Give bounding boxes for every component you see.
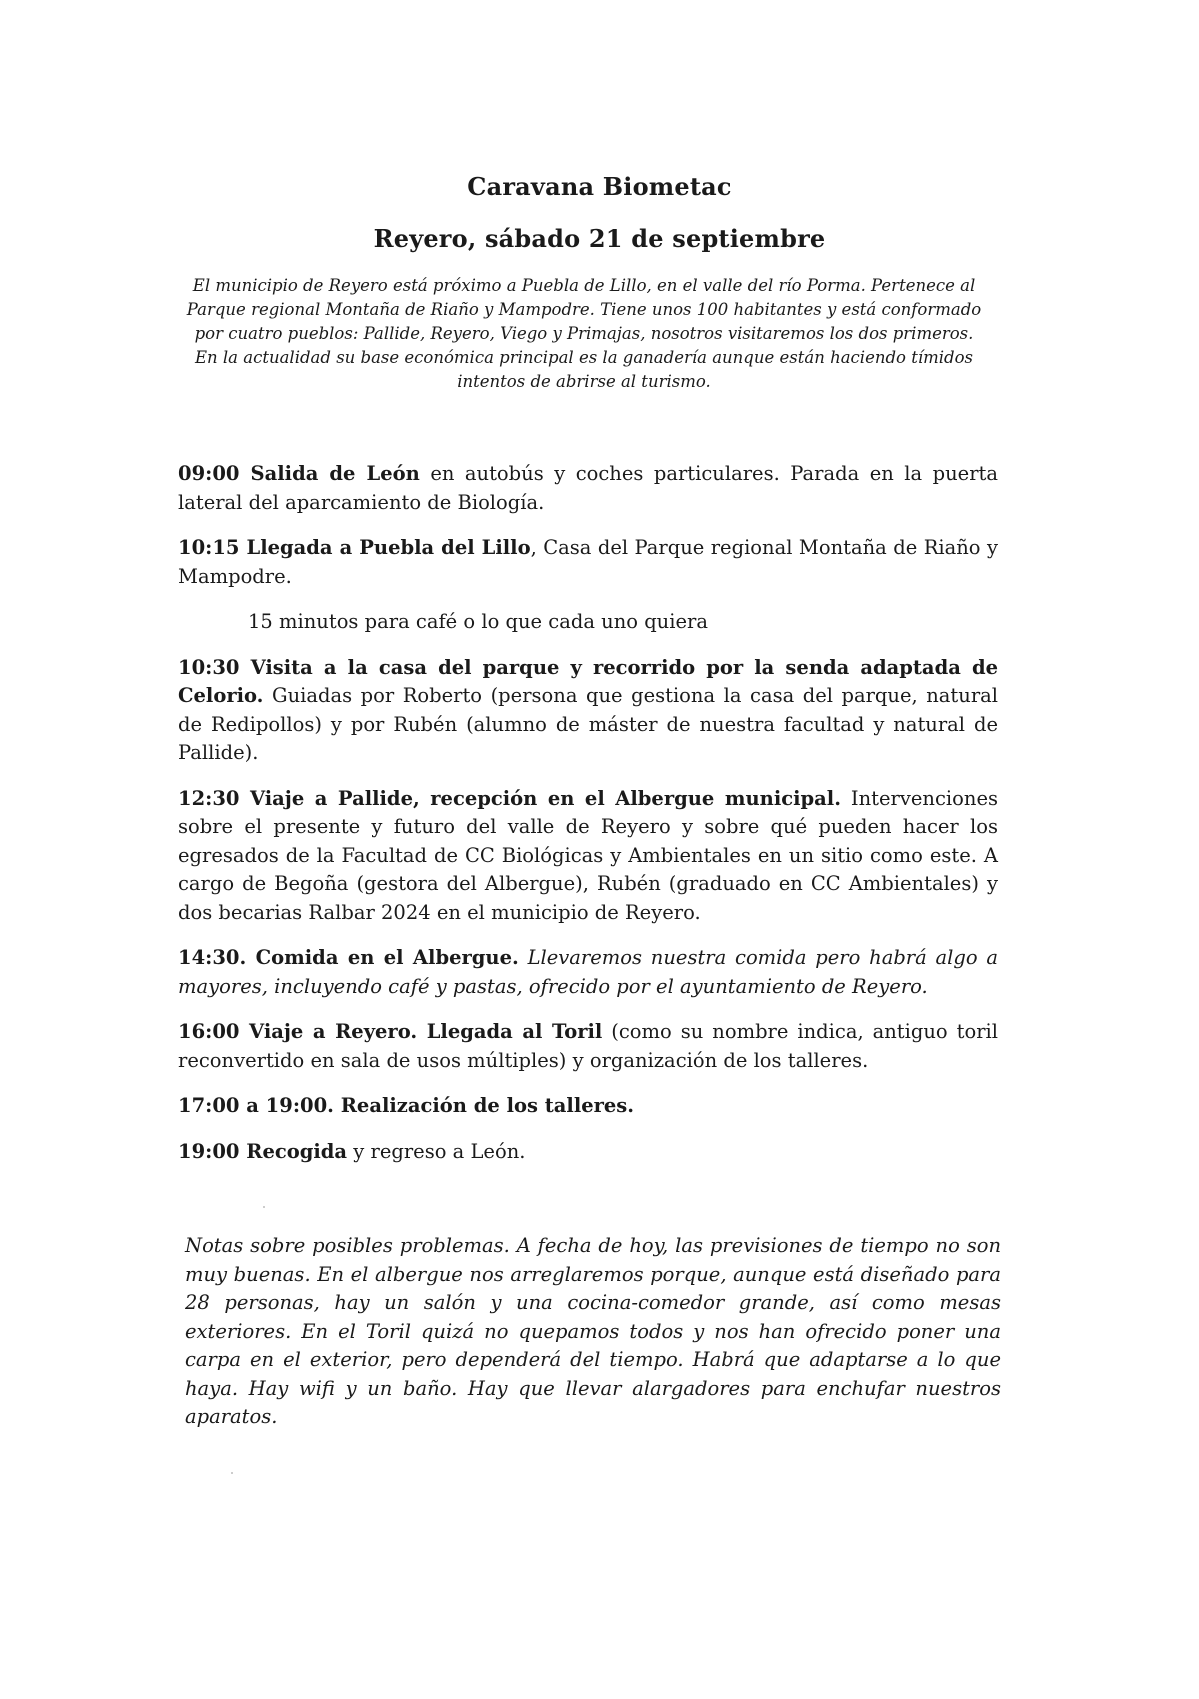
schedule-item-heading: 12:30 Viaje a Pallide, recepción en el Albergue municipal. [178, 786, 841, 810]
scan-speck [263, 1206, 265, 1208]
schedule-note: 15 minutos para café o lo que cada uno quiera [248, 610, 708, 633]
schedule-item [178, 534, 998, 591]
schedule-item [178, 460, 998, 517]
schedule-item-text: (como su nombre indica, antiguo toril reconvertido en sala de usos múltiples) y organización de los talleres. [178, 1020, 998, 1072]
schedule-item-heading: 16:00 Viaje a Reyero. Llegada al Toril [178, 1020, 603, 1043]
schedule-item-heading: 19:00 Recogida [178, 1139, 348, 1163]
document-title: Caravana Biometac [467, 172, 732, 201]
schedule-item-heading: 14:30. Comida en el Albergue. [178, 946, 519, 969]
schedule-item [178, 1018, 998, 1075]
notes-paragraph: Notas sobre posibles problemas. A fecha de hoy, las previsiones de tiempo no son muy buenas. En el albergue nos arreglaremos porque, aunque está diseñado para 28 personas, hay un salón y una cocina-comedor grande, así como mesas exteriores. En el Toril quizá no quepamos todos y nos han ofrecido poner una carpa en el exterior, pero dependerá del tiempo. Habrá que adaptarse a lo que haya. Hay wifi y un baño. Hay que llevar alargadores para enchufar nuestros aparatos. [185, 1234, 1001, 1428]
schedule-list [178, 460, 998, 1183]
schedule-item [178, 1138, 998, 1167]
intro-paragraph: El municipio de Reyero está próximo a Puebla de Lillo, en el valle del río Porma. Pertenece al Parque regional Montaña de Riaño y Mampodre. Tiene unos 100 habitantes y está conformado por cuatro pueblos: Pallide, Reyero, Viego y Primajas, nosotros visitaremos los dos primeros. En la actualidad su base económica principal es la ganadería aunque están haciendo tímidos intentos de abrirse al turismo. [186, 276, 982, 391]
document-subtitle: Reyero, sábado 21 de septiembre [373, 224, 826, 253]
schedule-item [178, 785, 998, 928]
schedule-item-heading: 10:15 Llegada a Puebla del Lillo [178, 536, 531, 559]
schedule-item-heading: 10:30 Visita a la casa del parque y recorrido por la senda adaptada de Celorio. [178, 655, 998, 707]
schedule-item-text: Intervenciones sobre el presente y futuro del valle de Reyero y sobre qué pueden hacer los egresados de la Facultad de CC Biológicas y Ambientales en un sitio como este. A cargo de Begoña (gestora del Albergue), Rubén (graduado en CC Ambientales) y dos becarias Ralbar 2024 en el municipio de Reyero. [178, 786, 998, 924]
schedule-item [178, 944, 998, 1001]
schedule-item-heading: 17:00 a 19:00. Realización de los talleres. [178, 1094, 635, 1117]
schedule-item-text: , Casa del Parque regional Montaña de Riaño y Mampodre. [178, 536, 998, 588]
schedule-item [178, 1092, 998, 1121]
schedule-item-italic-text: Llevaremos nuestra comida pero habrá algo a mayores, incluyendo café y pastas, ofrecido por el ayuntamiento de Reyero. [178, 946, 998, 998]
schedule-item-text: y regreso a León. [347, 1139, 526, 1163]
schedule-item-heading: 09:00 Salida de León [178, 462, 420, 485]
scan-speck [231, 1472, 233, 1474]
schedule-item-text: Guiadas por Roberto (persona que gestiona la casa del parque, natural de Redipollos) y por Rubén (alumno de máster de nuestra facultad y natural de Pallide). [178, 684, 998, 764]
schedule-item [178, 654, 998, 768]
schedule-item-text: en autobús y coches particulares. Parada en la puerta lateral del aparcamiento de Biología. [178, 462, 998, 514]
